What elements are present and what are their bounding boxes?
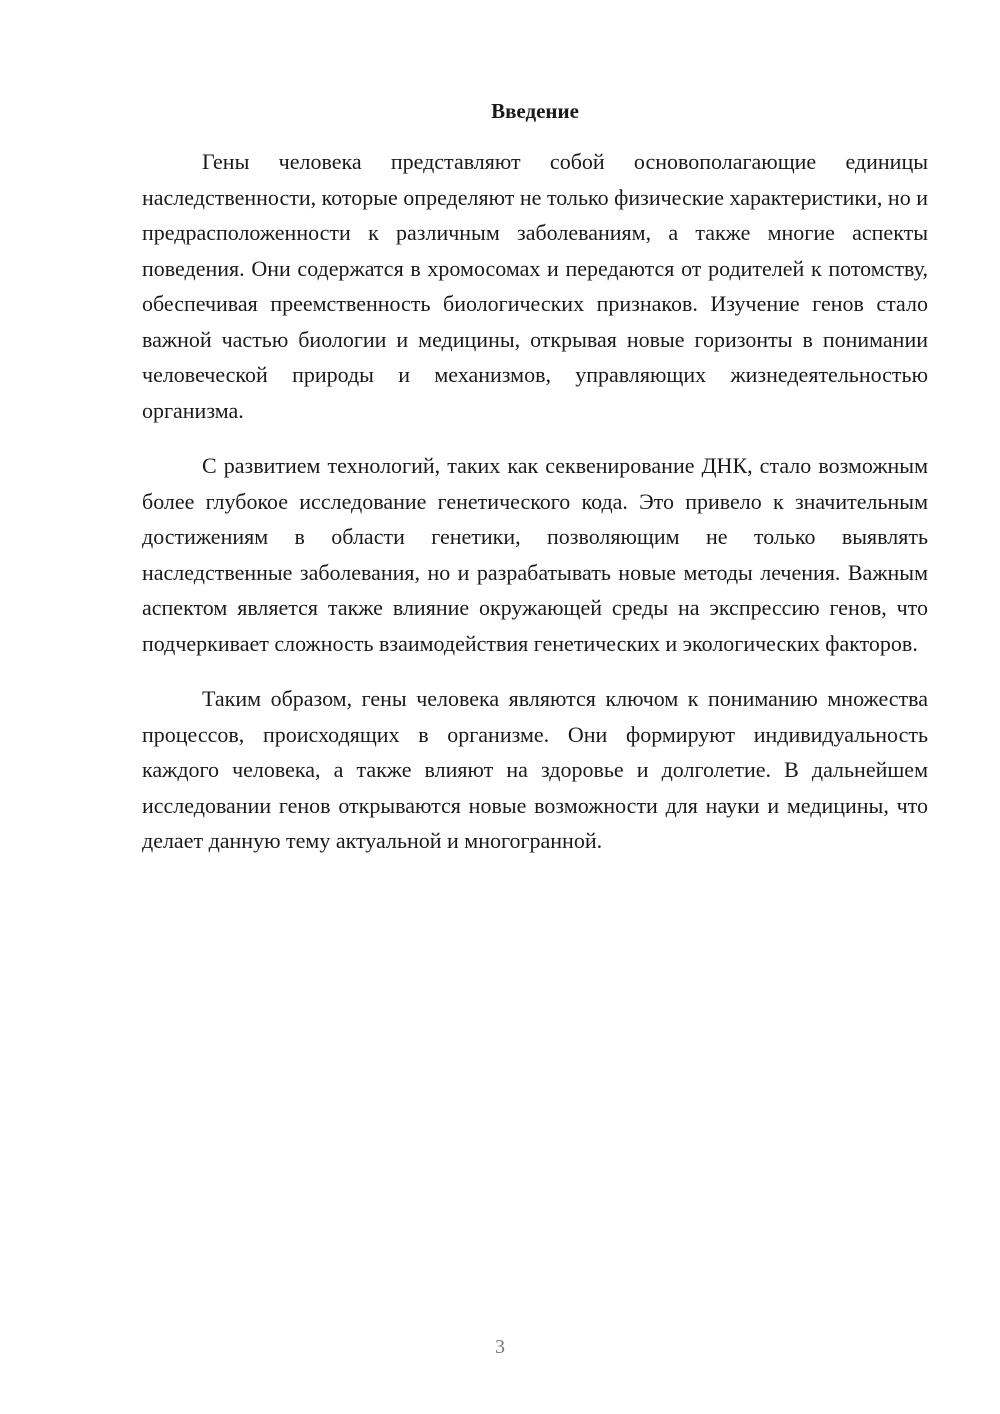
paragraph-3: Таким образом, гены человека являются ключом к пониманию множества процессов, происходящих в организме. Они формируют индивидуальность каждого человека, а также влияют на здоровье и долголетие. В дальнейшем исследовании генов открываются новые возможности для науки и медицины, что делает данную тему актуальной и многогранной. (142, 686, 928, 853)
body-text (142, 144, 928, 879)
paragraph-1: Гены человека представляют собой основополагающие единицы наследственности, которые определяют не только физические характеристики, но и предрасположенности к различным заболеваниям, а также многие аспекты поведения. Они содержатся в хромосомах и передаются от родителей к потомству, обеспечивая преемственность биологических признаков. Изучение генов стало важной частью биологии и медицины, открывая новые горизонты в понимании человеческой природы и механизмов, управляющих жизнедеятельностью организма. (142, 149, 928, 423)
paragraph-2: С развитием технологий, таких как секвенирование ДНК, стало возможным более глубокое исследование генетического кода. Это привело к значительным достижениям в области генетики, позволяющим не только выявлять наследственные заболевания, но и разрабатывать новые методы лечения. Важным аспектом является также влияние окружающей среды на экспрессию генов, что подчеркивает сложность взаимодействия генетических и экологических факторов. (142, 453, 928, 656)
section-heading: Введение (491, 99, 579, 123)
page-number: 3 (495, 1336, 505, 1358)
